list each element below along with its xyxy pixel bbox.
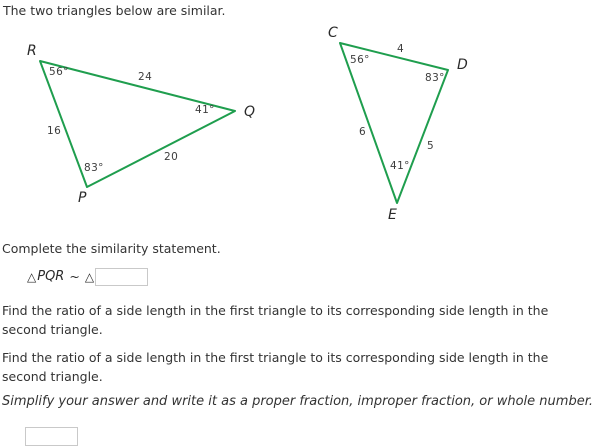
angle-label-q: 41° xyxy=(195,104,215,116)
triangle-symbol-first: △ xyxy=(27,269,37,284)
ratio-answer-input[interactable] xyxy=(25,427,78,446)
side-label-ce: 6 xyxy=(359,126,367,138)
vertex-label-p: P xyxy=(78,190,87,206)
angle-label-r: 56° xyxy=(49,66,69,78)
ratio-question-1-line-2: second triangle. xyxy=(2,322,103,337)
similarity-symbol: ~ xyxy=(69,269,80,284)
triangle-cde-shape xyxy=(340,43,448,203)
similarity-statement-row xyxy=(27,267,148,286)
angle-label-e: 41° xyxy=(390,160,410,172)
vertex-label-r: R xyxy=(27,43,37,59)
ratio-question-2 xyxy=(2,348,548,386)
side-label-cd: 4 xyxy=(397,43,405,55)
side-label-de: 5 xyxy=(427,140,435,152)
side-label-pq: 20 xyxy=(164,151,179,163)
vertex-label-e: E xyxy=(388,207,397,223)
side-label-rq: 24 xyxy=(138,71,153,83)
angle-label-c: 56° xyxy=(350,54,370,66)
simplify-note: Simplify your answer and write it as a proper fraction, improper fraction, or whole number. xyxy=(2,394,593,409)
triangle-symbol-second: △ xyxy=(84,269,95,284)
vertex-label-c: C xyxy=(328,25,338,41)
ratio-question-2-line-2: second triangle. xyxy=(2,369,103,384)
ratio-question-1 xyxy=(2,301,548,339)
angle-label-d: 83° xyxy=(425,72,445,84)
first-triangle-name: PQR xyxy=(37,269,65,284)
vertex-label-q: Q xyxy=(244,104,256,120)
problem-intro: The two triangles below are similar. xyxy=(3,3,226,18)
similarity-answer-input[interactable] xyxy=(95,268,148,286)
side-label-rp: 16 xyxy=(47,125,62,137)
angle-label-p: 83° xyxy=(84,162,104,174)
vertex-label-d: D xyxy=(457,57,468,73)
similarity-prompt: Complete the similarity statement. xyxy=(2,241,221,256)
ratio-question-1-line-1: Find the ratio of a side length in the first triangle to its corresponding side length in the xyxy=(2,303,549,318)
ratio-question-2-line-1: Find the ratio of a side length in the first triangle to its corresponding side length in the xyxy=(2,350,549,365)
